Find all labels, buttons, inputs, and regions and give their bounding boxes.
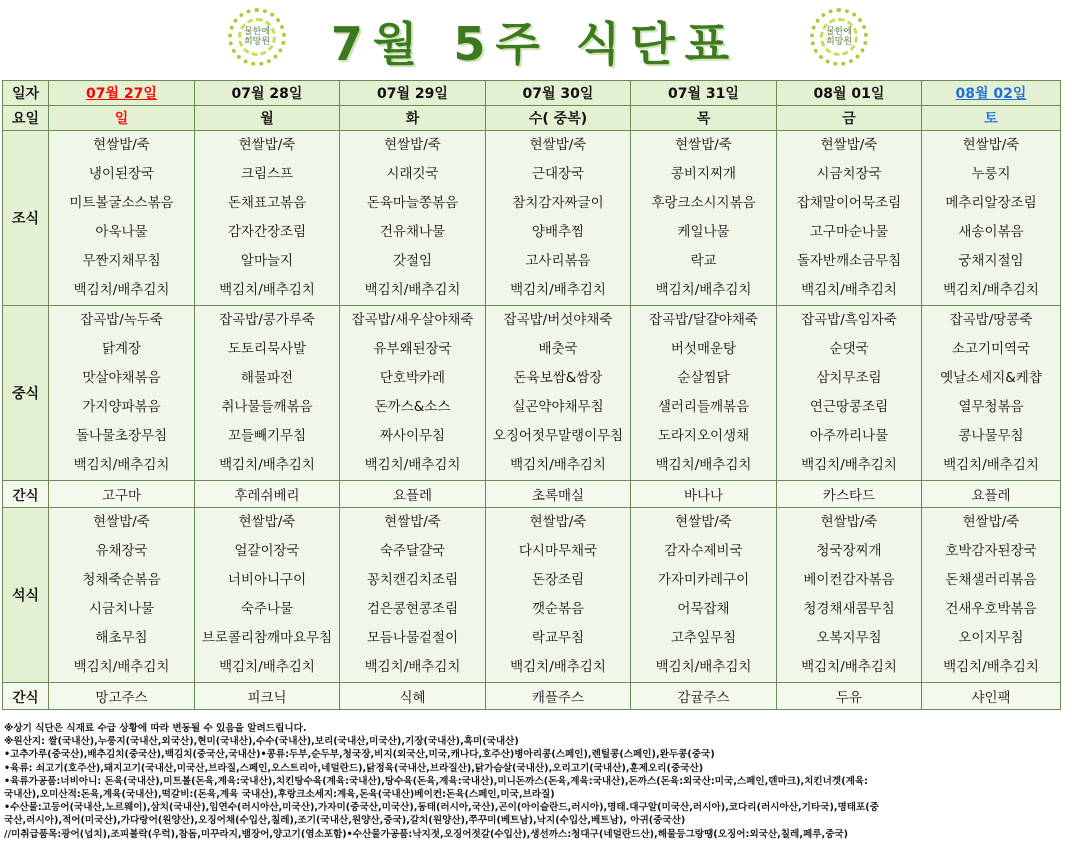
menu-item: 짜사이무침	[379, 428, 446, 444]
menu-item: 알마늘지	[240, 253, 294, 269]
menu-item: 잡곡밥/흑임자죽	[801, 312, 897, 328]
menu-item: 백김치/배추김치	[73, 659, 170, 675]
menu-item: 아욱나물	[95, 224, 148, 240]
date-row	[3, 81, 1061, 106]
menu-item: 오징어젓무말랭이무침	[492, 428, 624, 444]
meal-cell	[777, 306, 922, 481]
menu-item: 유부왜된장국	[373, 341, 452, 357]
meal-cell	[631, 131, 777, 306]
menu-item: 잡곡밥/콩가루죽	[219, 312, 315, 328]
menu-item: 락교	[690, 253, 717, 269]
menu-item: 백김치/배추김치	[73, 282, 170, 298]
menu-item: 감자간장조림	[227, 224, 307, 240]
menu-item: 케일나물	[677, 224, 730, 240]
menu-item: 현쌀밥/죽	[238, 137, 296, 153]
menu-item: 현쌀밥/죽	[384, 514, 441, 530]
dinner-row	[3, 508, 1061, 683]
menu-item: 냉이된장국	[88, 166, 155, 182]
snack-cell: 고구마	[49, 481, 195, 508]
snack1-row	[3, 481, 1061, 508]
menu-item: 후랑크소시지볶음	[651, 195, 756, 211]
menu-item: 베이컨감자볶음	[803, 572, 895, 588]
date-cell: 07월 27일	[49, 81, 195, 106]
note-line: ※상기 식단은 식재료 수급 상황에 따라 변동될 수 있음을 알려드립니다.	[4, 723, 307, 734]
menu-item: 검은콩현콩조림	[366, 601, 459, 617]
menu-item: 모듬나물겉절이	[366, 630, 459, 646]
menu-item: 현쌀밥/죽	[962, 137, 1020, 153]
breakfast-row-label: 조식	[3, 131, 49, 306]
menu-item: 백김치/배추김치	[943, 457, 1039, 473]
menu-item: 너비아니구이	[227, 572, 307, 588]
day-label: 요일	[3, 106, 49, 131]
snack-cell: 식혜	[340, 683, 486, 710]
menu-item: 해물파전	[240, 370, 294, 386]
logo-text: 물한에 희망원	[243, 27, 271, 47]
day-cell: 일	[49, 106, 195, 131]
note-line: •육류: 쇠고기(호주산),돼지고기(국내산,미국산,브라질,스페인,오스트리아,네덜란드),닭정육(국내산,브라질산),닭가슴살(국내산),오리고기(국내산),훈제오리(중국산)	[4, 762, 704, 774]
notes-section	[4, 722, 1064, 841]
menu-item: 단호박카레	[379, 370, 446, 386]
menu-item: 양배추찜	[531, 224, 585, 240]
menu-item: 닭계장	[101, 341, 142, 357]
menu-item: 백김치/배추김치	[219, 457, 315, 473]
menu-item: 락교무침	[531, 630, 585, 646]
meal-cell	[922, 306, 1061, 481]
menu-item: 고사리볶음	[525, 253, 591, 269]
snack-cell: 망고주스	[49, 683, 195, 710]
snack-cell: 바나나	[631, 481, 777, 508]
menu-item: 백김치/배추김치	[655, 457, 752, 473]
day-cell: 수( 중복)	[486, 106, 631, 131]
day-cell: 금	[777, 106, 922, 131]
meal-cell	[631, 306, 777, 481]
date-cell: 07월 30일	[486, 81, 631, 106]
meal-cell	[195, 306, 340, 481]
menu-item: 오복지무침	[816, 630, 882, 646]
menu-item: 백김치/배추김치	[73, 457, 170, 473]
menu-item: 근대장국	[531, 166, 585, 182]
menu-item: 잡곡밥/버섯야채죽	[503, 312, 613, 328]
snack1-row-label: 간식	[3, 481, 49, 508]
menu-item: 백김치/배추김치	[219, 282, 315, 298]
meal-cell	[340, 508, 486, 683]
menu-item: 해초무침	[95, 630, 148, 646]
menu-item: 돈까스&소스	[374, 399, 451, 415]
menu-item: 청채죽순볶음	[82, 572, 161, 588]
menu-item: 숙주달걀국	[379, 543, 446, 559]
snack2-row	[3, 683, 1061, 710]
menu-item: 백김치/배추김치	[364, 282, 461, 298]
menu-item: 취나물들깨볶음	[221, 399, 313, 415]
day-cell: 월	[195, 106, 340, 131]
menu-item: 현쌀밥/죽	[962, 514, 1020, 530]
snack-cell: 캐플주스	[486, 683, 631, 710]
menu-item: 백김치/배추김치	[801, 457, 897, 473]
menu-item: 돈채표고볶음	[227, 195, 307, 211]
note-line: 국내산),오미산적:돈육,계육(국내산),떡갈비:(돈육,계육 국내산),후랑크소세지:계육,돈육(국내산)베이컨:돈육(스페인,미국,브라질)	[4, 789, 555, 801]
snack2-row-label: 간식	[3, 683, 49, 710]
menu-item: 새송이볶음	[958, 224, 1024, 240]
menu-item: 백김치/배추김치	[801, 282, 897, 298]
snack-cell: 피크닉	[195, 683, 340, 710]
note-line: ※원산지: 쌀(국내산),누룽지(국내산,외국산),현미(국내산),수수(국내산),보리(국내산,미국산),기장(국내산),흑미(국내산)	[4, 736, 519, 748]
note-line: •육류가공품:너비아니: 돈육(국내산),미트볼(돈육,계육:국내산),치킨탕수육(계육:국내산),탕수육(돈육,계육:국내산),미니돈까스(돈육,계육:국내산),돈까스(돈육:외국산:미국,스페인,덴마크),치킨너겟(계육:	[4, 775, 868, 787]
menu-item: 현쌀밥/죽	[820, 137, 878, 153]
menu-item: 잡곡밥/달걀야채죽	[649, 312, 758, 328]
date-label: 일자	[3, 81, 49, 106]
menu-item: 숙주나물	[240, 601, 294, 617]
menu-item: 건유채나물	[379, 224, 446, 240]
snack-cell: 요플레	[340, 481, 486, 508]
logo-text: 물한에 희망원	[825, 27, 853, 47]
menu-item: 돌자반깨소금무침	[796, 253, 902, 269]
menu-item: 가지양파볶음	[82, 399, 161, 415]
menu-item: 연근땅콩조림	[809, 399, 889, 415]
menu-item: 잡곡밥/새우살야채죽	[351, 312, 474, 328]
menu-item: 현쌀밥/죽	[384, 137, 441, 153]
menu-item: 현쌀밥/죽	[675, 514, 732, 530]
meal-cell	[922, 131, 1061, 306]
menu-item: 도토리묵사발	[227, 341, 307, 357]
menu-item: 순살찜닭	[677, 370, 730, 386]
page-title: 7월 5주 식단표	[330, 17, 740, 71]
page-header	[0, 0, 1070, 78]
menu-item: 도라지오이생채	[657, 428, 750, 444]
menu-item: 현쌀밥/죽	[529, 514, 587, 530]
menu-item: 가자미카레구이	[657, 572, 750, 588]
menu-item: 백김치/배추김치	[510, 457, 606, 473]
day-cell: 화	[340, 106, 486, 131]
menu-item: 현쌀밥/죽	[675, 137, 732, 153]
menu-item: 백김치/배추김치	[510, 282, 606, 298]
note-line: •고추가루(중국산),배추김치(중국산),백김치(중국산,국내산)•콩류:두부,순두부,청국장,비지(외국산,미국,캐나다,호주산)병아리콩(스페인),렌틸콩(스페인),완두콩(중국)	[4, 749, 715, 761]
menu-item: 어묵잡채	[677, 601, 730, 617]
date-cell: 08월 02일	[922, 81, 1061, 106]
snack-cell: 샤인팩	[922, 683, 1061, 710]
menu-item: 샐러리들깨볶음	[657, 399, 750, 415]
day-cell: 목	[631, 106, 777, 131]
menu-item: 돈장조림	[531, 572, 585, 588]
menu-item: 버섯매운탕	[670, 341, 737, 357]
menu-item: 잡채말이어묵조림	[796, 195, 902, 211]
menu-item: 소고기미역국	[951, 341, 1031, 357]
menu-item: 메추리알장조림	[945, 195, 1037, 211]
menu-item: 깻순볶음	[531, 601, 585, 617]
menu-item: 유채장국	[95, 543, 148, 559]
menu-item: 백김치/배추김치	[801, 659, 897, 675]
lunch-row-label: 중식	[3, 306, 49, 481]
meal-cell	[340, 131, 486, 306]
snack-cell: 두유	[777, 683, 922, 710]
menu-item: 호박감자된장국	[945, 543, 1037, 559]
menu-item: 현쌀밥/죽	[529, 137, 587, 153]
menu-item: 브로콜리참깨마요무침	[201, 630, 333, 646]
date-cell: 08월 01일	[777, 81, 922, 106]
menu-item: 현쌀밥/죽	[93, 514, 150, 530]
meal-cell	[486, 508, 631, 683]
meal-cell	[195, 508, 340, 683]
date-cell: 07월 28일	[195, 81, 340, 106]
meal-cell	[49, 306, 195, 481]
menu-item: 순댓국	[829, 341, 869, 357]
menu-item: 시금치장국	[816, 166, 882, 182]
menu-item: 궁채지절임	[958, 253, 1024, 269]
menu-item: 옛날소세지&케챱	[940, 370, 1042, 386]
snack-cell: 감귤주스	[631, 683, 777, 710]
meal-table	[2, 80, 1061, 710]
snack-cell: 요플레	[922, 481, 1061, 508]
menu-item: 맛살야채볶음	[82, 370, 161, 386]
menu-item: 현쌀밥/죽	[93, 137, 150, 153]
menu-item: 실곤약야채무침	[512, 399, 604, 415]
menu-item: 백김치/배추김치	[655, 282, 752, 298]
meal-cell	[777, 508, 922, 683]
menu-item: 잡곡밥/땅콩죽	[949, 312, 1033, 328]
menu-item: 크림스프	[240, 166, 294, 182]
menu-item: 청국장찌개	[816, 543, 882, 559]
menu-item: 다시마무채국	[518, 543, 598, 559]
meal-cell	[195, 131, 340, 306]
snack-cell: 후레쉬베리	[195, 481, 340, 508]
menu-item: 얼갈이장국	[234, 543, 300, 559]
menu-item: 콩비지찌개	[670, 166, 737, 182]
menu-item: 감자수제비국	[664, 543, 743, 559]
menu-item: 배춧국	[538, 341, 578, 357]
date-cell: 07월 29일	[340, 81, 486, 106]
menu-item: 백김치/배추김치	[943, 659, 1039, 675]
menu-item: 참치감자짜글이	[512, 195, 604, 211]
menu-item: 청경채새콤무침	[803, 601, 895, 617]
menu-item: 백김치/배추김치	[943, 282, 1039, 298]
meal-cell	[486, 306, 631, 481]
day-row	[3, 106, 1061, 131]
menu-item: 시금치나물	[88, 601, 155, 617]
meal-cell	[486, 131, 631, 306]
menu-item: 아주까리나물	[809, 428, 889, 444]
breakfast-row	[3, 131, 1061, 306]
menu-item: 백김치/배추김치	[510, 659, 606, 675]
meal-cell	[922, 508, 1061, 683]
menu-item: 돈채샐러리볶음	[945, 572, 1037, 588]
menu-item: 시래깃국	[386, 166, 439, 182]
lunch-row	[3, 306, 1061, 481]
dinner-row-label: 석식	[3, 508, 49, 683]
menu-item: 백김치/배추김치	[655, 659, 752, 675]
menu-item: 꼬들빼기무침	[227, 428, 307, 444]
note-line: •수산물:고등어(국내산,노르웨이),삼치(국내산),임연수(러시아산,미국산),가자미(중국산,미국산),동태(러시아,국산),곤이(아이슬란드,러시아),명태.대구알(미국산,러시아),코다리(러시아산,기타국),명태포(중	[4, 802, 879, 814]
menu-item: 콩나물무침	[958, 428, 1024, 444]
date-cell: 07월 31일	[631, 81, 777, 106]
menu-item: 삼치무조림	[816, 370, 882, 386]
note-line: 국산,러시아),적어(미국산),가다랑어(원양산),오징어채(수입산,칠레),조기(국내산,원양산,중국),갈치(원양산),쭈꾸미(베트남),낙지(수입산,베트남), 아귀(중국산)	[4, 815, 686, 827]
menu-item: 돈육마늘쫑볶음	[366, 195, 459, 211]
snack-cell: 초록매실	[486, 481, 631, 508]
menu-item: 갓절임	[392, 253, 433, 269]
meal-cell	[340, 306, 486, 481]
menu-item: 백김치/배추김치	[219, 659, 315, 675]
menu-item: 잡곡밥/녹두죽	[80, 312, 163, 328]
menu-item: 돈육보쌈&쌈장	[513, 370, 603, 386]
snack-cell: 카스타드	[777, 481, 922, 508]
menu-item: 건새우호박볶음	[945, 601, 1037, 617]
meal-cell	[49, 131, 195, 306]
meal-cell	[49, 508, 195, 683]
note-line: //미취급품목:광어(넙치),조피볼락(우럭),참돔,미꾸라지,뱀장어,양고기(염소포함)•수산물가공품:낙지젓,오징어젓갈(수입산),생선까스:청대구(네덜란드산),해물등그랑땡(오징어:외국산,칠레,페루,중국)	[4, 828, 849, 840]
menu-item: 돌나물초장무침	[75, 428, 168, 444]
menu-item: 누룽지	[971, 166, 1011, 182]
menu-item: 무짠지채무침	[82, 253, 161, 269]
menu-item: 고구마순나물	[809, 224, 889, 240]
menu-item: 꽁치캔김치조림	[366, 572, 459, 588]
menu-item: 백김치/배추김치	[364, 457, 461, 473]
menu-item: 오이지무침	[958, 630, 1024, 646]
meal-cell	[777, 131, 922, 306]
meal-cell	[631, 508, 777, 683]
menu-item: 백김치/배추김치	[364, 659, 461, 675]
logo-right	[810, 8, 868, 66]
menu-item: 고추잎무침	[670, 630, 737, 646]
menu-item: 미트볼굴소스볶음	[69, 195, 174, 211]
menu-item: 현쌀밥/죽	[820, 514, 878, 530]
day-cell: 토	[922, 106, 1061, 131]
menu-item: 현쌀밥/죽	[238, 514, 296, 530]
menu-item: 열무청볶음	[958, 399, 1024, 415]
